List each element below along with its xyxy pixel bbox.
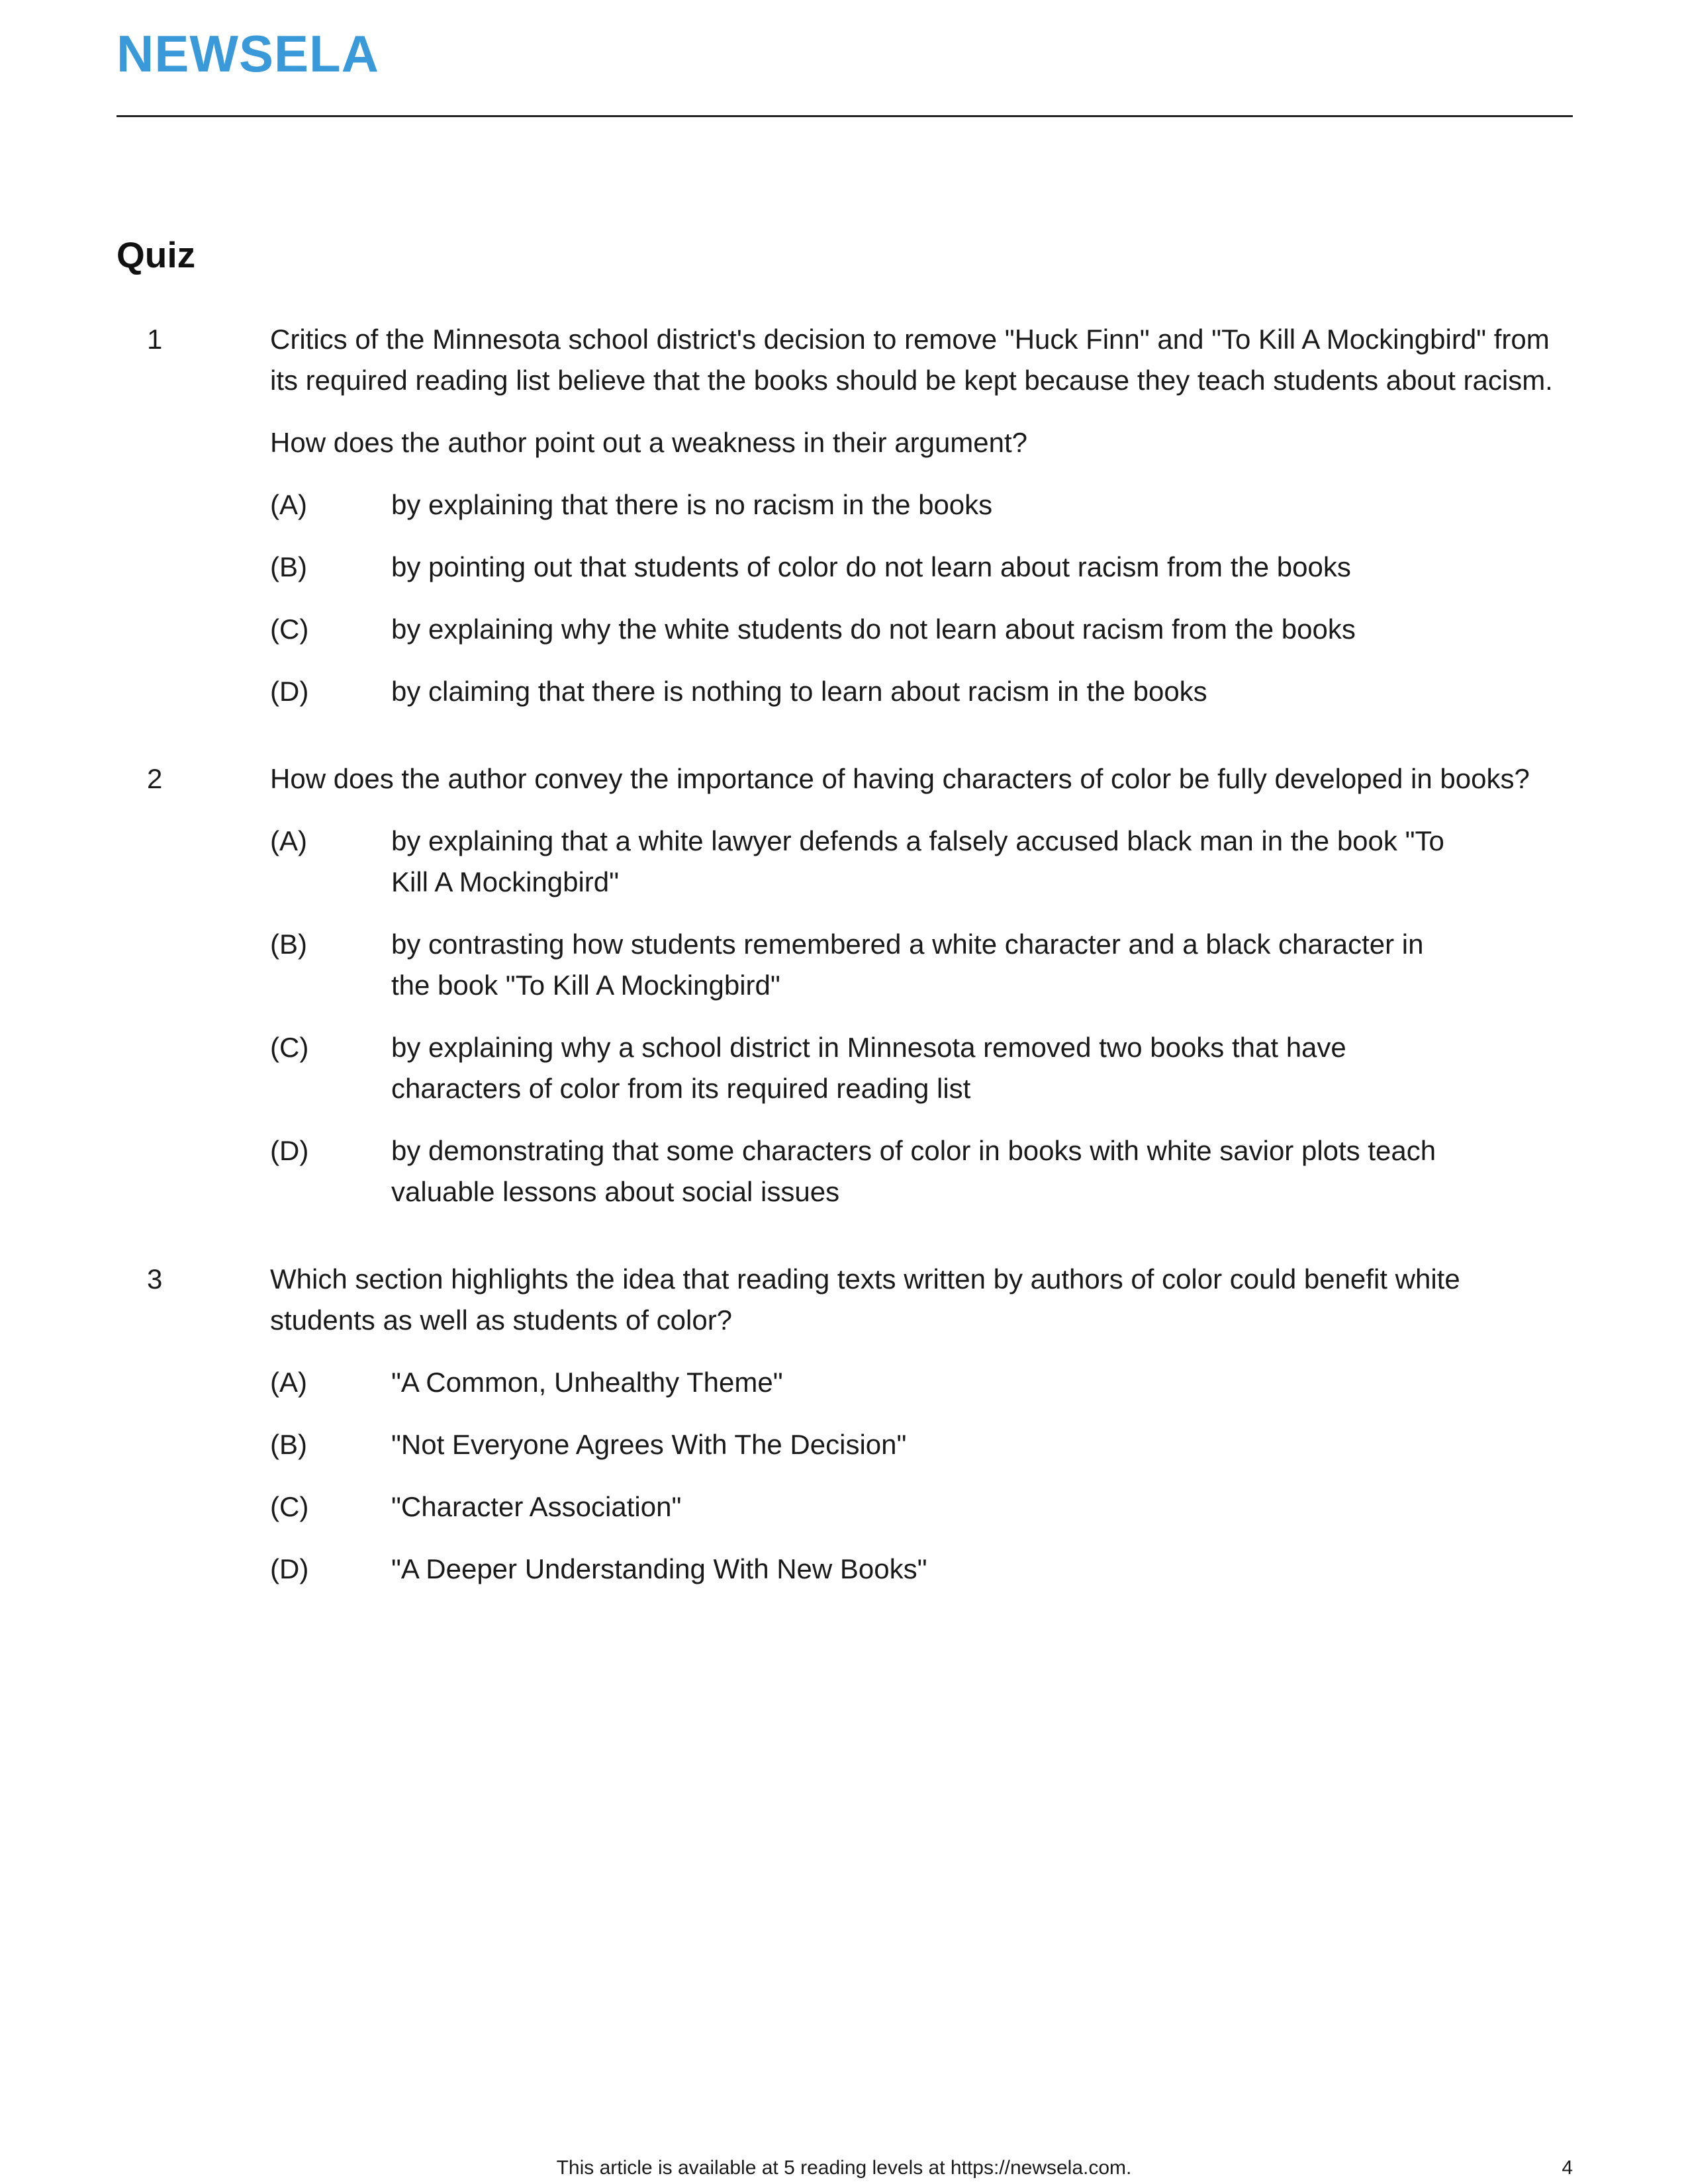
answer-choice-b[interactable] bbox=[270, 547, 1554, 588]
choice-label: (B) bbox=[270, 551, 307, 582]
choice-label: (B) bbox=[270, 929, 307, 960]
choice-text: "Not Everyone Agrees With The Decision" bbox=[391, 1429, 907, 1460]
header-divider bbox=[117, 115, 1573, 117]
question-body bbox=[270, 758, 1554, 1212]
question-3 bbox=[117, 1259, 1573, 1590]
choice-label: (D) bbox=[270, 1553, 309, 1584]
answer-choice-d[interactable] bbox=[270, 1549, 1554, 1590]
question-number: 3 bbox=[147, 1263, 163, 1295]
answer-choice-d[interactable] bbox=[270, 671, 1554, 712]
newsela-logo: NEWSELA bbox=[117, 24, 379, 83]
quiz-title: Quiz bbox=[117, 234, 196, 275]
choice-text: by claiming that there is nothing to learn about racism in the books bbox=[391, 676, 1207, 707]
choice-label: (C) bbox=[270, 614, 309, 645]
choice-text: "A Deeper Understanding With New Books" bbox=[391, 1553, 927, 1584]
choice-label: (A) bbox=[270, 489, 307, 520]
answer-choice-a[interactable] bbox=[270, 484, 1554, 525]
choice-text: "Character Association" bbox=[391, 1491, 682, 1522]
answer-choice-d[interactable] bbox=[270, 1130, 1554, 1212]
answer-choice-a[interactable] bbox=[270, 821, 1554, 903]
footer-availability-note: This article is available at 5 reading levels at https://newsela.com. bbox=[556, 2157, 1132, 2179]
choice-label: (B) bbox=[270, 1429, 307, 1460]
choice-text: by contrasting how students remembered a white character and a black character in the book "To Kill A Mockingbird" bbox=[391, 929, 1424, 1001]
answer-choice-a[interactable] bbox=[270, 1362, 1554, 1403]
question-1 bbox=[117, 319, 1573, 712]
question-number: 2 bbox=[147, 763, 163, 794]
answer-choice-c[interactable] bbox=[270, 1027, 1554, 1109]
question-number: 1 bbox=[147, 324, 163, 355]
choice-label: (A) bbox=[270, 825, 307, 856]
choice-label: (D) bbox=[270, 1135, 309, 1166]
answer-choice-b[interactable] bbox=[270, 1424, 1554, 1465]
choice-text: by pointing out that students of color do not learn about racism from the books bbox=[391, 551, 1351, 582]
answer-choice-b[interactable] bbox=[270, 924, 1554, 1006]
choice-text: by explaining that there is no racism in the books bbox=[391, 489, 993, 520]
question-sub-prompt: How does the author point out a weakness in their argument? bbox=[270, 427, 1028, 458]
answer-choice-c[interactable] bbox=[270, 609, 1554, 650]
choice-text: by demonstrating that some characters of color in books with white savior plots teach valuable lessons about social issues bbox=[391, 1135, 1436, 1207]
question-prompt: How does the author convey the importance of having characters of color be fully developed in books? bbox=[270, 763, 1530, 794]
question-list bbox=[117, 319, 1573, 1636]
question-prompt: Which section highlights the idea that reading texts written by authors of color could benefit white students as well as students of color? bbox=[270, 1263, 1460, 1336]
choice-label: (D) bbox=[270, 676, 309, 707]
choice-label: (C) bbox=[270, 1032, 309, 1063]
choice-text: by explaining that a white lawyer defends a falsely accused black man in the book "To Kill A Mockingbird" bbox=[391, 825, 1444, 897]
question-body bbox=[270, 319, 1554, 712]
choice-text: by explaining why a school district in Minnesota removed two books that have characters of color from its required reading list bbox=[391, 1032, 1346, 1104]
choice-label: (C) bbox=[270, 1491, 309, 1522]
question-body bbox=[270, 1259, 1554, 1590]
page-number: 4 bbox=[1562, 2157, 1573, 2179]
answer-choice-c[interactable] bbox=[270, 1486, 1554, 1527]
choice-label: (A) bbox=[270, 1367, 307, 1398]
choice-text: "A Common, Unhealthy Theme" bbox=[391, 1367, 783, 1398]
question-prompt: Critics of the Minnesota school district's decision to remove "Huck Finn" and "To Kill A Mockingbird" from its required reading list believe that the books should be kept because they teach students about racism. bbox=[270, 324, 1553, 396]
question-2 bbox=[117, 758, 1573, 1212]
choice-text: by explaining why the white students do not learn about racism from the books bbox=[391, 614, 1356, 645]
